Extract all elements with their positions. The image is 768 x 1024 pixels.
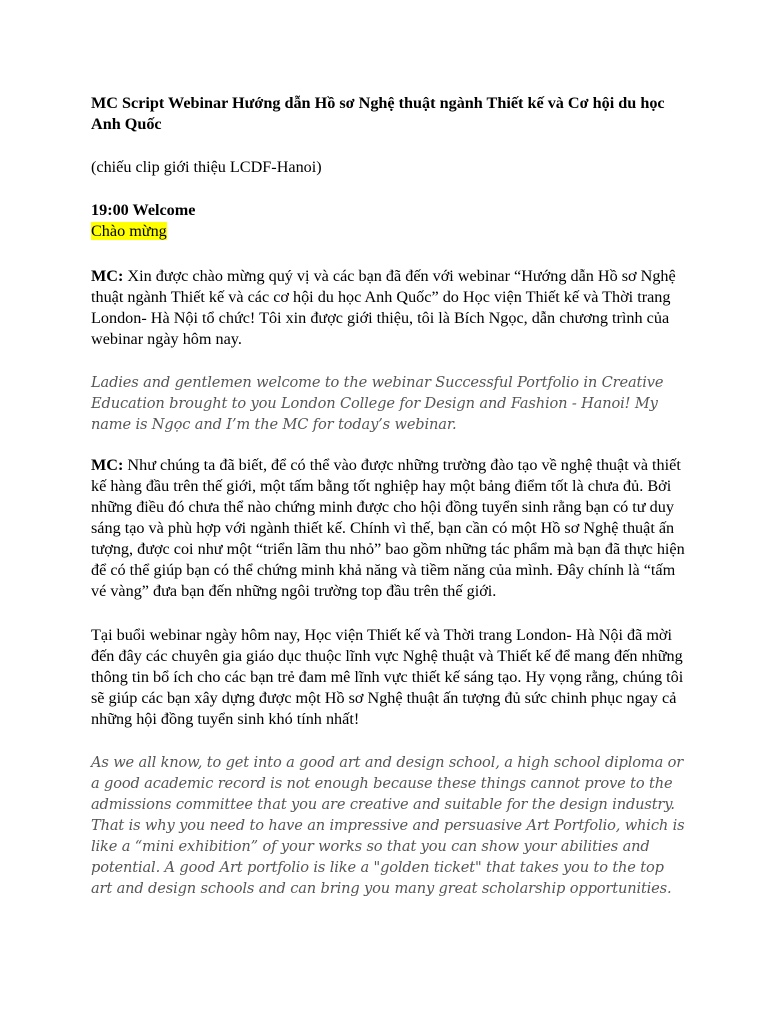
english-paragraph-3: As we all know, to get into a good art and design school, a high school diploma or a good academic record is not enough because these things cannot prove to the admissions committee that you are creative and suitable for the design industry. That is why you need to have an impressive and persuasive Art Portfolio, which is like a “mini exhibition” of your works so that you can show your abilities and potential. A good Art portfolio is like a "golden ticket" that takes you to the top art and design schools and can bring you many great scholarship opportunities. <box>91 754 685 897</box>
mc-paragraph-1-text: Xin được chào mừng quý vị và các bạn đã đến với webinar “Hướng dẫn Hồ sơ Nghệ thuật ngành Thiết kế và các cơ hội du học Anh Quốc” do Học viện Thiết kế và Thời trang London- Hà Nội tổ chức! Tôi xin được giới thiệu, tôi là Bích Ngọc, dẫn chương trình của webinar ngày hôm nay. <box>91 267 676 348</box>
english-paragraph-1: Ladies and gentlemen welcome to the webinar Successful Portfolio in Creative Education brought to you London College for Design and Fashion - Hanoi! My name is Ngọc and I’m the MC for today’s webinar. <box>91 374 664 433</box>
speaker-label: MC: <box>91 267 124 285</box>
document-title: MC Script Webinar Hướng dẫn Hồ sơ Nghệ thuật ngành Thiết kế và Cơ hội du học Anh Quốc <box>91 94 665 133</box>
section-time: 19:00 Welcome <box>91 201 196 219</box>
mc-paragraph-1 <box>91 266 688 350</box>
speaker-label: MC: <box>91 456 124 474</box>
mc-paragraph-2 <box>91 455 688 602</box>
section-vi-highlight: Chào mừng <box>91 222 167 240</box>
section-heading <box>91 200 688 242</box>
mc-paragraph-2-text: Như chúng ta đã biết, để có thể vào được những trường đào tạo về nghệ thuật và thiết kế hàng đầu trên thế giới, một tấm bằng tốt nghiệp hay một bảng điểm tốt là chưa đủ. Bởi những điều đó chưa thể nào chứng minh được cho hội đồng tuyển sinh rằng bạn có tư duy sáng tạo và phù hợp với ngành thiết kế. Chính vì thế, bạn cần có một Hồ sơ Nghệ thuật ấn tượng, được coi như một “triển lãm thu nhỏ” bao gồm những tác phẩm mà bạn đã thực hiện để có thể giúp bạn có thể chứng minh khả năng và tiềm năng của mình. Đây chính là “tấm vé vàng” đưa bạn đến những ngôi trường top đầu trên thế giới. <box>91 456 685 600</box>
clip-note: (chiếu clip giới thiệu LCDF-Hanoi) <box>91 158 322 176</box>
paragraph-3: Tại buổi webinar ngày hôm nay, Học viện Thiết kế và Thời trang London- Hà Nội đã mời đến đây các chuyên gia giáo dục thuộc lĩnh vực Nghệ thuật và Thiết kế để mang đến những thông tin bổ ích cho các bạn trẻ đam mê lĩnh vực thiết kế sáng tạo. Hy vọng rằng, chúng tôi sẽ giúp các bạn xây dựng được một Hồ sơ Nghệ thuật ấn tượng đủ sức chinh phục ngay cả những hội đồng tuyển sinh khó tính nhất! <box>91 626 684 728</box>
